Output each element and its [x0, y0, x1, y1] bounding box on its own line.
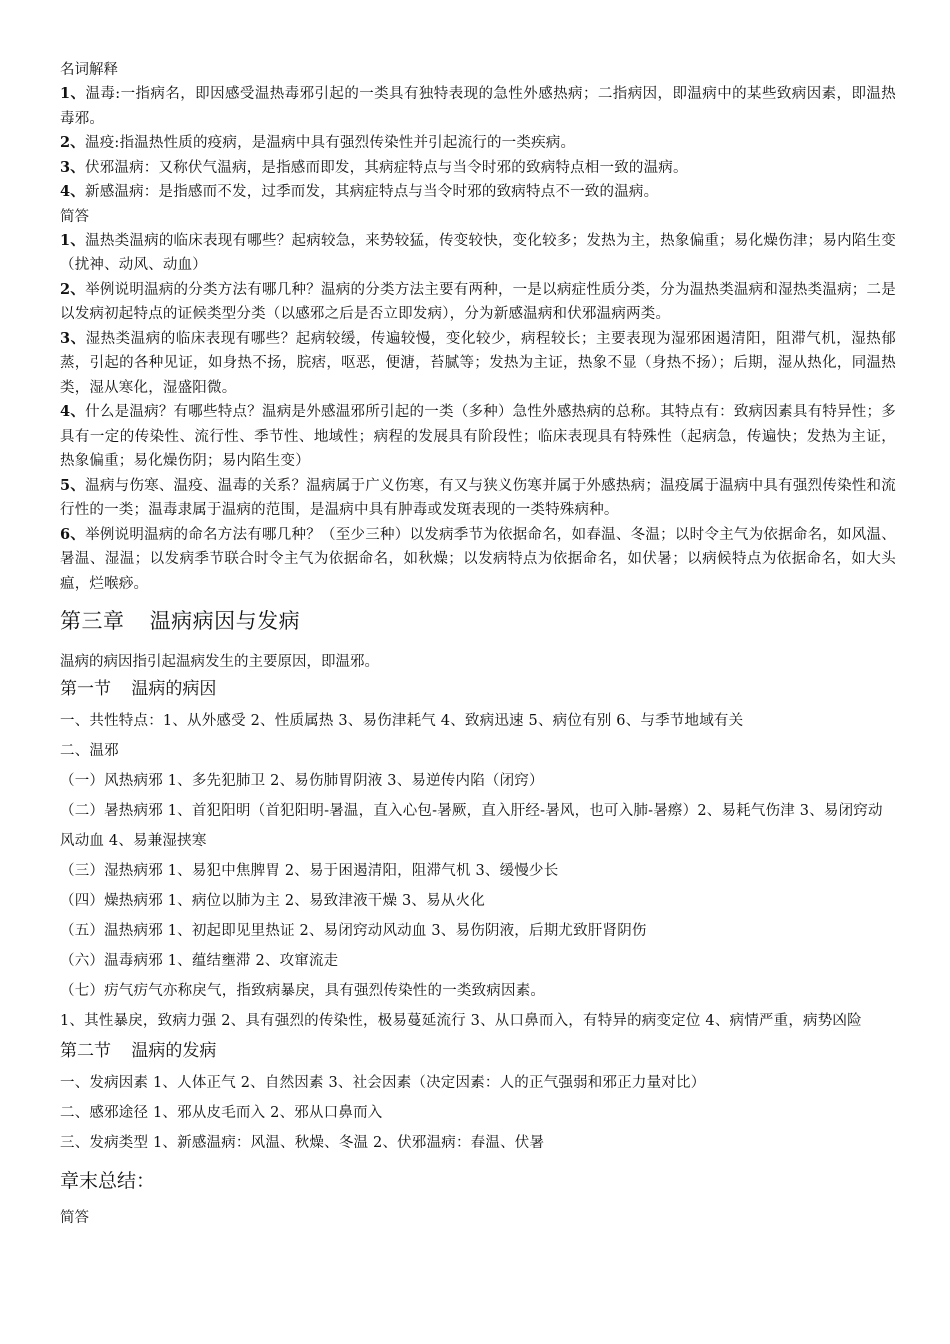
summary-subheading: 简答: [60, 1210, 89, 1226]
qa-number: 2: [60, 280, 71, 298]
terms-heading: 名词解释: [60, 62, 118, 78]
chapter-name: 温病病因与发病: [149, 609, 301, 633]
qa-text: 举例说明温病的命名方法有哪几种？（至少三种）以发病季节为依据命名，如春温、冬温；以时令主气为依据命名，如风温、暑温、湿温；以发病季节联合时令主气为依据命名，如秋燥；以发病特点为依据命名，如伏暑；以病候特点为依据命名，如大头瘟，烂喉痧。: [60, 526, 896, 592]
qa-item: 5、温病与伤寒、温疫、温毒的关系？温病属于广义伤寒，有又与狭义伤寒并属于外感热病；温疫属于温病中具有强烈传染性和流行性的一类；温毒隶属于温病的范围，是温病中具有肿毒或发斑表现的一类特殊病种。: [60, 476, 896, 518]
term-item: 3、伏邪温病：又称伏气温病，是指感而即发，其病症特点与当令时邪的致病特点相一致的温病。: [60, 158, 688, 176]
qa-number: 4: [60, 403, 71, 420]
summary-title: 章末总结：: [60, 1170, 156, 1192]
term-number: 1: [60, 85, 71, 102]
qa-item: 2、举例说明温病的分类方法有哪几种？温病的分类方法主要有两种，一是以病症性质分类，分为温热类温病和湿热类温病；二是以发病初起特点的证候类型分类（以感邪之后是否立即发病），分为新感温病和伏邪温病两类。: [60, 280, 896, 322]
section-title: [60, 676, 896, 702]
qa-number: 3: [60, 329, 71, 347]
qa-item: 1、温热类温病的临床表现有哪些？起病较急，来势较猛，传变较快，变化较多；发热为主，热象偏重；易化燥伤津；易内陷生变（扰神、动风、动血）: [60, 231, 896, 273]
list-item: （一）风热病邪 1、多先犯肺卫 2、易伤肺胃阴液 3、易逆传内陷（闭窍）: [60, 773, 544, 789]
list-item: （六）温毒病邪 1、蕴结壅滞 2、攻窜流走: [60, 953, 339, 969]
qa-list: [60, 229, 896, 597]
terms-list: [60, 82, 896, 205]
list-item: （三）湿热病邪 1、易犯中焦脾胃 2、易于困遏清阳，阻滞气机 3、缓慢少长: [60, 863, 559, 879]
term-text: 温疫:指温热性质的疫病，是温病中具有强烈传染性并引起流行的一类疾病。: [85, 135, 576, 151]
pestilence-traits: 1、其性暴戾，致病力强 2、具有强烈的传染性，极易蔓延流行 3、从口鼻而入，有特异的病变定位 4、病情严重，病势凶险: [60, 1013, 862, 1029]
section1-body: [60, 706, 896, 1036]
term-text: 新感温病：是指感而不发，过季而发，其病症特点与当令时邪的致病特点不一致的温病。: [85, 184, 659, 200]
list-item: 一、发病因素 1、人体正气 2、自然因素 3、社会因素（决定因素：人的正气强弱和邪正力量对比）: [60, 1075, 706, 1091]
section-title: [60, 1038, 896, 1064]
qa-text: 温热类温病的临床表现有哪些？起病较急，来势较猛，传变较快，变化较多；发热为主，热象偏重；易化燥伤津；易内陷生变（扰神、动风、动血）: [60, 232, 896, 273]
qa-item: 4、什么是温病？有哪些特点？温病是外感温邪所引起的一类（多种）急性外感热病的总称。其特点有：致病因素具有特异性；多具有一定的传染性、流行性、季节性、地域性；病程的发展具有阶段性；临床表现具有特殊性（起病急，传遍快；发热为主证，热象偏重；易化燥伤阴；易内陷生变）: [60, 403, 896, 469]
list-item: 二、温邪: [60, 743, 119, 759]
list-item: （五）温热病邪 1、初起即见里热证 2、易闭窍动风动血 3、易伤阴液，后期尤致肝肾阴伤: [60, 923, 647, 939]
term-number: 4: [60, 183, 71, 200]
term-number: 2: [60, 134, 71, 151]
list-item: （四）燥热病邪 1、病位以肺为主 2、易致津液干燥 3、易从火化: [60, 893, 485, 909]
term-number: 3: [60, 158, 71, 176]
chapter-intro: 温病的病因指引起温病发生的主要原因，即温邪。: [60, 654, 379, 670]
term-text: 伏邪温病：又称伏气温病，是指感而即发，其病症特点与当令时邪的致病特点相一致的温病。: [85, 159, 688, 176]
section-label: 第二节: [60, 1041, 111, 1061]
qa-number: 5: [60, 476, 71, 494]
qa-item: 3、湿热类温病的临床表现有哪些？起病较缓，传遍较慢，变化较少，病程较长；主要表现为湿邪困遏清阳，阻滞气机，湿热郁蒸，引起的各种见证，如身热不扬，脘痞，呕恶，便溏，苔腻等；发热为主证，热象不显（身热不扬）；后期，湿从热化，同温热类，湿从寒化，湿盛阳微。: [60, 329, 896, 396]
qa-number: 6: [60, 525, 71, 543]
qa-item: 6、举例说明温病的命名方法有哪几种？（至少三种）以发病季节为依据命名，如春温、冬温；以时令主气为依据命名，如风温、暑温、湿温；以发病季节联合时令主气为依据命名，如秋燥；以发病特点为依据命名，如伏暑；以病候特点为依据命名，如大头瘟，烂喉痧。: [60, 525, 896, 592]
term-item: 4、新感温病：是指感而不发，过季而发，其病症特点与当令时邪的致病特点不一致的温病。: [60, 183, 659, 200]
term-item: 1、温毒:一指病名，即因感受温热毒邪引起的一类具有独特表现的急性外感热病；二指病因，即温病中的某些致病因素，即温热毒邪。: [60, 85, 896, 127]
list-item: （二）暑热病邪 1、首犯阳明（首犯阳明-暑温，直入心包-暑厥，直入肝经-暑风，也可入肺-暑瘵）2、易耗气伤津 3、易闭窍动风动血 4、易兼湿挟寒: [60, 803, 883, 849]
list-item: 三、发病类型 1、新感温病：风温、秋燥、冬温 2、伏邪温病：春温、伏暑: [60, 1135, 545, 1151]
section2-body: [60, 1068, 896, 1158]
list-item: （七）疠气疠气亦称戾气，指致病暴戾，具有强烈传染性的一类致病因素。: [60, 983, 546, 999]
term-text: 温毒:一指病名，即因感受温热毒邪引起的一类具有独特表现的急性外感热病；二指病因，即温病中的某些致病因素，即温热毒邪。: [60, 86, 896, 127]
qa-text: 什么是温病？有哪些特点？温病是外感温邪所引起的一类（多种）急性外感热病的总称。其特点有：致病因素具有特异性；多具有一定的传染性、流行性、季节性、地域性；病程的发展具有阶段性；临床表现具有特殊性（起病急，传遍快；发热为主证，热象偏重；易化燥伤阴；易内陷生变）: [60, 404, 896, 469]
qa-number: 1: [60, 231, 71, 249]
document-page: [60, 58, 896, 1230]
list-item: 一、共性特点：1、从外感受 2、性质属热 3、易伤津耗气 4、致病迅速 5、病位有别 6、与季节地域有关: [60, 713, 744, 729]
list-item: 二、感邪途径 1、邪从皮毛而入 2、邪从口鼻而入: [60, 1105, 383, 1121]
chapter-label: 第三章: [60, 609, 125, 633]
section-label: 第一节: [60, 679, 111, 699]
qa-heading: 简答: [60, 208, 89, 225]
section-name: 温病的发病: [131, 1041, 217, 1061]
qa-text: 湿热类温病的临床表现有哪些？起病较缓，传遍较慢，变化较少，病程较长；主要表现为湿邪困遏清阳，阻滞气机，湿热郁蒸，引起的各种见证，如身热不扬，脘痞，呕恶，便溏，苔腻等；发热为主证，热象不显（身热不扬）；后期，湿从热化，同温热类，湿从寒化，湿盛阳微。: [60, 330, 896, 396]
qa-text: 温病与伤寒、温疫、温毒的关系？温病属于广义伤寒，有又与狭义伤寒并属于外感热病；温疫属于温病中具有强烈传染性和流行性的一类；温毒隶属于温病的范围，是温病中具有肿毒或发斑表现的一类特殊病种。: [60, 477, 896, 518]
qa-text: 举例说明温病的分类方法有哪几种？温病的分类方法主要有两种，一是以病症性质分类，分为温热类温病和湿热类温病；二是以发病初起特点的证候类型分类（以感邪之后是否立即发病），分为新感温病和伏邪温病两类。: [60, 281, 896, 322]
term-item: 2、温疫:指温热性质的疫病，是温病中具有强烈传染性并引起流行的一类疾病。: [60, 134, 576, 151]
chapter-title: [60, 606, 896, 636]
section-name: 温病的病因: [131, 679, 217, 699]
